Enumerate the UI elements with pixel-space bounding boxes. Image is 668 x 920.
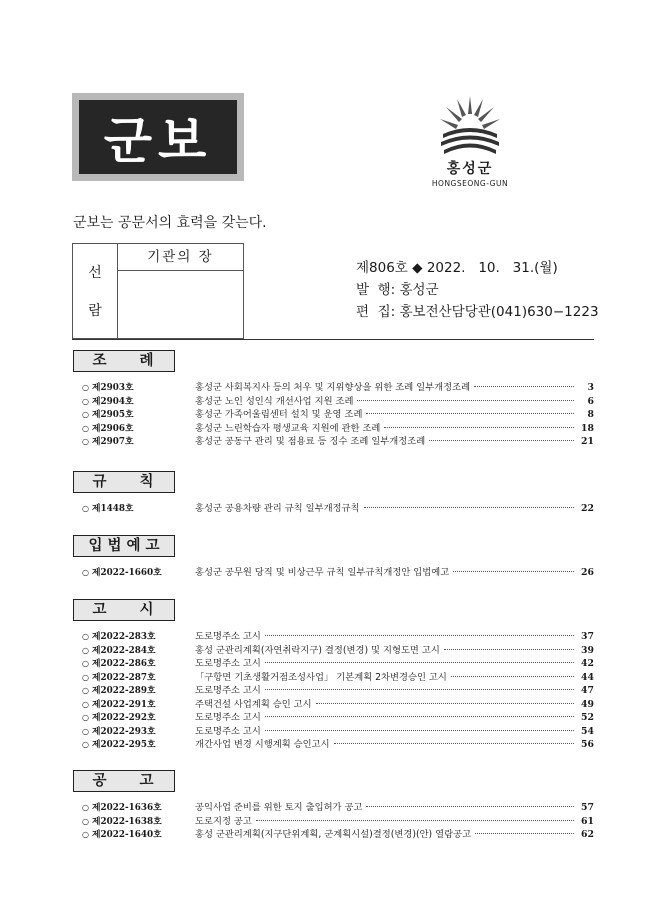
entry-number: 제2903호 [92, 383, 134, 393]
toc-entry[interactable] [72, 502, 594, 516]
leader-dots [357, 400, 574, 401]
entry-page: 22 [581, 503, 594, 514]
section-ordinances [72, 350, 594, 449]
leader-dots [366, 806, 574, 807]
leader-dots [364, 507, 575, 508]
toc-entry[interactable] [72, 828, 594, 842]
leader-dots [475, 833, 574, 834]
toc-entry[interactable] [72, 684, 594, 698]
leader-dots [453, 571, 574, 572]
entry-number: 제2022-284호 [92, 645, 156, 656]
toc-entry[interactable] [72, 801, 594, 815]
bullet-icon: ○ [82, 713, 89, 722]
approval-signature-field [118, 271, 243, 338]
entry-number: 제1448호 [92, 504, 134, 514]
leader-dots [429, 440, 574, 441]
entry-number: 제2905호 [92, 410, 134, 420]
issue-publisher: 발 행: 홍성군 [356, 282, 439, 298]
toc-entry[interactable] [72, 435, 594, 449]
section-title: 입법예고 [73, 535, 175, 557]
leader-dots [265, 716, 574, 717]
section-title: 조 례 [73, 350, 175, 372]
bullet-icon: ○ [82, 437, 89, 446]
section-title: 고 시 [73, 599, 175, 621]
bullet-icon: ○ [82, 686, 89, 695]
section-title: 공 고 [73, 770, 175, 792]
toc-entry[interactable] [72, 408, 594, 422]
entry-title: 도로명주소 고시 [195, 685, 261, 696]
county-logo [420, 92, 520, 192]
toc-entry[interactable] [72, 711, 594, 725]
leader-dots [334, 743, 574, 744]
entry-title: 도로지정 공고 [195, 815, 252, 827]
entry-title: 홍성군 노인 성인식 개선사업 지원 조례 [195, 395, 354, 407]
entry-page: 49 [581, 698, 594, 710]
approval-side [73, 244, 118, 338]
entry-title: 주택건설 사업계획 승인 고시 [195, 698, 312, 710]
entry-list [72, 502, 594, 516]
leader-dots [451, 676, 574, 677]
entry-page: 44 [581, 671, 594, 683]
bullet-icon: ○ [82, 803, 89, 812]
entry-title: 도로명주소 고시 [195, 725, 261, 737]
entry-list [72, 381, 594, 449]
leader-dots [265, 635, 574, 636]
bullet-icon: ○ [82, 740, 89, 749]
entry-page: 21 [581, 436, 594, 447]
toc-entry[interactable] [72, 381, 594, 395]
toc-entry[interactable] [72, 395, 594, 409]
bullet-icon: ○ [82, 699, 89, 709]
masthead-title-box [72, 93, 244, 181]
entry-number: 제2022-289호 [92, 686, 156, 696]
toc-entry[interactable] [72, 738, 594, 752]
entry-number: 제2022-291호 [92, 699, 156, 710]
entry-number: 제2022-286호 [92, 659, 156, 669]
leader-dots [256, 820, 574, 821]
entry-number: 제2022-287호 [92, 672, 156, 683]
entry-number: 제2022-292호 [92, 713, 156, 723]
bullet-icon: ○ [82, 410, 89, 419]
entry-number: 제2022-1638호 [92, 816, 162, 827]
entry-title: 도로명주소 고시 [195, 631, 261, 642]
entry-title: 홍성군 가족어울림센터 설치 및 운영 조례 [195, 409, 363, 420]
entry-title: 도로명주소 고시 [195, 712, 261, 723]
bullet-icon: ○ [82, 672, 89, 682]
leader-dots [444, 649, 574, 650]
entry-list [72, 566, 594, 580]
entry-page: 52 [581, 712, 594, 723]
section-rules [72, 471, 594, 516]
entry-number: 제2022-1636호 [92, 803, 162, 813]
entry-title: 홍성군 공무원 당직 및 비상근무 규칙 일부규칙개정안 입법예고 [195, 567, 450, 578]
toc-entry[interactable] [72, 725, 594, 739]
toc-entry[interactable] [72, 657, 594, 671]
entry-title: 「구항면 기초생활거점조성사업」 기본계획 2차변경승인 고시 [195, 671, 447, 683]
approval-head-label: 기관의 장 [118, 244, 243, 271]
entry-title: 개간사업 변경 시행계획 승인고시 [195, 739, 330, 750]
bullet-icon: ○ [82, 726, 89, 736]
toc-entry[interactable] [72, 566, 594, 580]
entry-number: 제2906호 [92, 423, 134, 434]
masthead-title: 군보 [79, 100, 237, 174]
toc-entry[interactable] [72, 644, 594, 658]
approval-side-char-2: 람 [88, 303, 102, 319]
entry-title: 공익사업 준비를 위한 토지 출입허가 공고 [195, 802, 363, 813]
entry-page: 62 [581, 829, 594, 840]
approval-signature-area [118, 244, 243, 338]
entry-title: 홍성군 공동구 관리 및 점용료 등 징수 조례 일부개정조례 [195, 436, 426, 447]
entry-page: 37 [581, 631, 594, 642]
entry-page: 39 [581, 644, 594, 656]
entry-page: 18 [581, 422, 594, 434]
logo-county-name-english: HONGSEONG-GUN [431, 179, 509, 188]
leader-dots [316, 703, 574, 704]
entry-page: 47 [581, 685, 594, 696]
bullet-icon: ○ [82, 504, 89, 513]
toc-entry[interactable] [72, 422, 594, 436]
toc-entry[interactable] [72, 815, 594, 829]
entry-number: 제2022-295호 [92, 740, 156, 750]
entry-number: 제2022-283호 [92, 632, 156, 642]
issue-editor: 편 집: 홍보전산담당관(041)630−1223 [356, 304, 599, 320]
entry-title: 홍성군 느린학습자 평생교육 지원에 관한 조례 [195, 422, 381, 434]
section-legislative-notice [72, 535, 594, 580]
entry-page: 3 [587, 382, 594, 393]
leader-dots [265, 730, 574, 731]
bullet-icon: ○ [82, 423, 89, 433]
entry-page: 8 [587, 409, 594, 420]
leader-dots [366, 413, 574, 414]
bullet-icon: ○ [82, 568, 89, 577]
bullet-icon: ○ [82, 830, 89, 839]
approval-box [72, 243, 244, 339]
toc-entry[interactable] [72, 671, 594, 685]
entry-title: 홍성군 공용차량 관리 규칙 일부개정규칙 [195, 503, 360, 514]
leader-dots [265, 662, 574, 663]
entry-number: 제2022-293호 [92, 726, 156, 737]
entry-list [72, 630, 594, 752]
entry-page: 6 [587, 395, 594, 407]
issue-number-date: 제806호 ◆ 2022. 10. 31.(월) [356, 260, 558, 276]
entry-page: 42 [581, 658, 594, 669]
leader-dots [384, 427, 574, 428]
bullet-icon: ○ [82, 383, 89, 392]
issue-info [356, 257, 599, 323]
toc-entry[interactable] [72, 698, 594, 712]
section-announcements [72, 599, 594, 752]
entry-page: 56 [581, 739, 594, 750]
entry-number: 제2022-1640호 [92, 830, 162, 840]
section-title: 규 칙 [73, 471, 175, 493]
entry-title: 홍성 군관리계획(자연취락지구) 결정(변경) 및 지형도면 고시 [195, 644, 440, 656]
section-public-notices [72, 770, 594, 842]
entry-number: 제2907호 [92, 437, 134, 447]
bullet-icon: ○ [82, 659, 89, 668]
entry-page: 54 [581, 725, 594, 737]
entry-number: 제2904호 [92, 396, 134, 407]
logo-county-name: 홍성군 [446, 161, 494, 177]
entry-title: 홍성 군관리계획(지구단위계획, 군계획시설)결정(변경)(안) 열람공고 [195, 829, 472, 840]
entry-title: 홍성군 사회복지사 등의 처우 및 지위향상을 위한 조례 일부개정조례 [195, 382, 471, 393]
entry-page: 26 [581, 567, 594, 578]
county-emblem-icon [435, 92, 505, 156]
header-divider [72, 339, 594, 340]
bullet-icon: ○ [82, 396, 89, 406]
toc-entry[interactable] [72, 630, 594, 644]
entry-list [72, 801, 594, 842]
tagline: 군보는 공문서의 효력을 갖는다. [73, 215, 267, 231]
entry-title: 도로명주소 고시 [195, 658, 261, 669]
entry-page: 57 [581, 802, 594, 813]
bullet-icon: ○ [82, 632, 89, 641]
approval-side-char-1: 선 [88, 265, 102, 281]
leader-dots [265, 689, 574, 690]
entry-page: 61 [581, 815, 594, 827]
leader-dots [474, 386, 574, 387]
bullet-icon: ○ [82, 645, 89, 655]
entry-number: 제2022-1660호 [92, 568, 162, 578]
bullet-icon: ○ [82, 816, 89, 826]
